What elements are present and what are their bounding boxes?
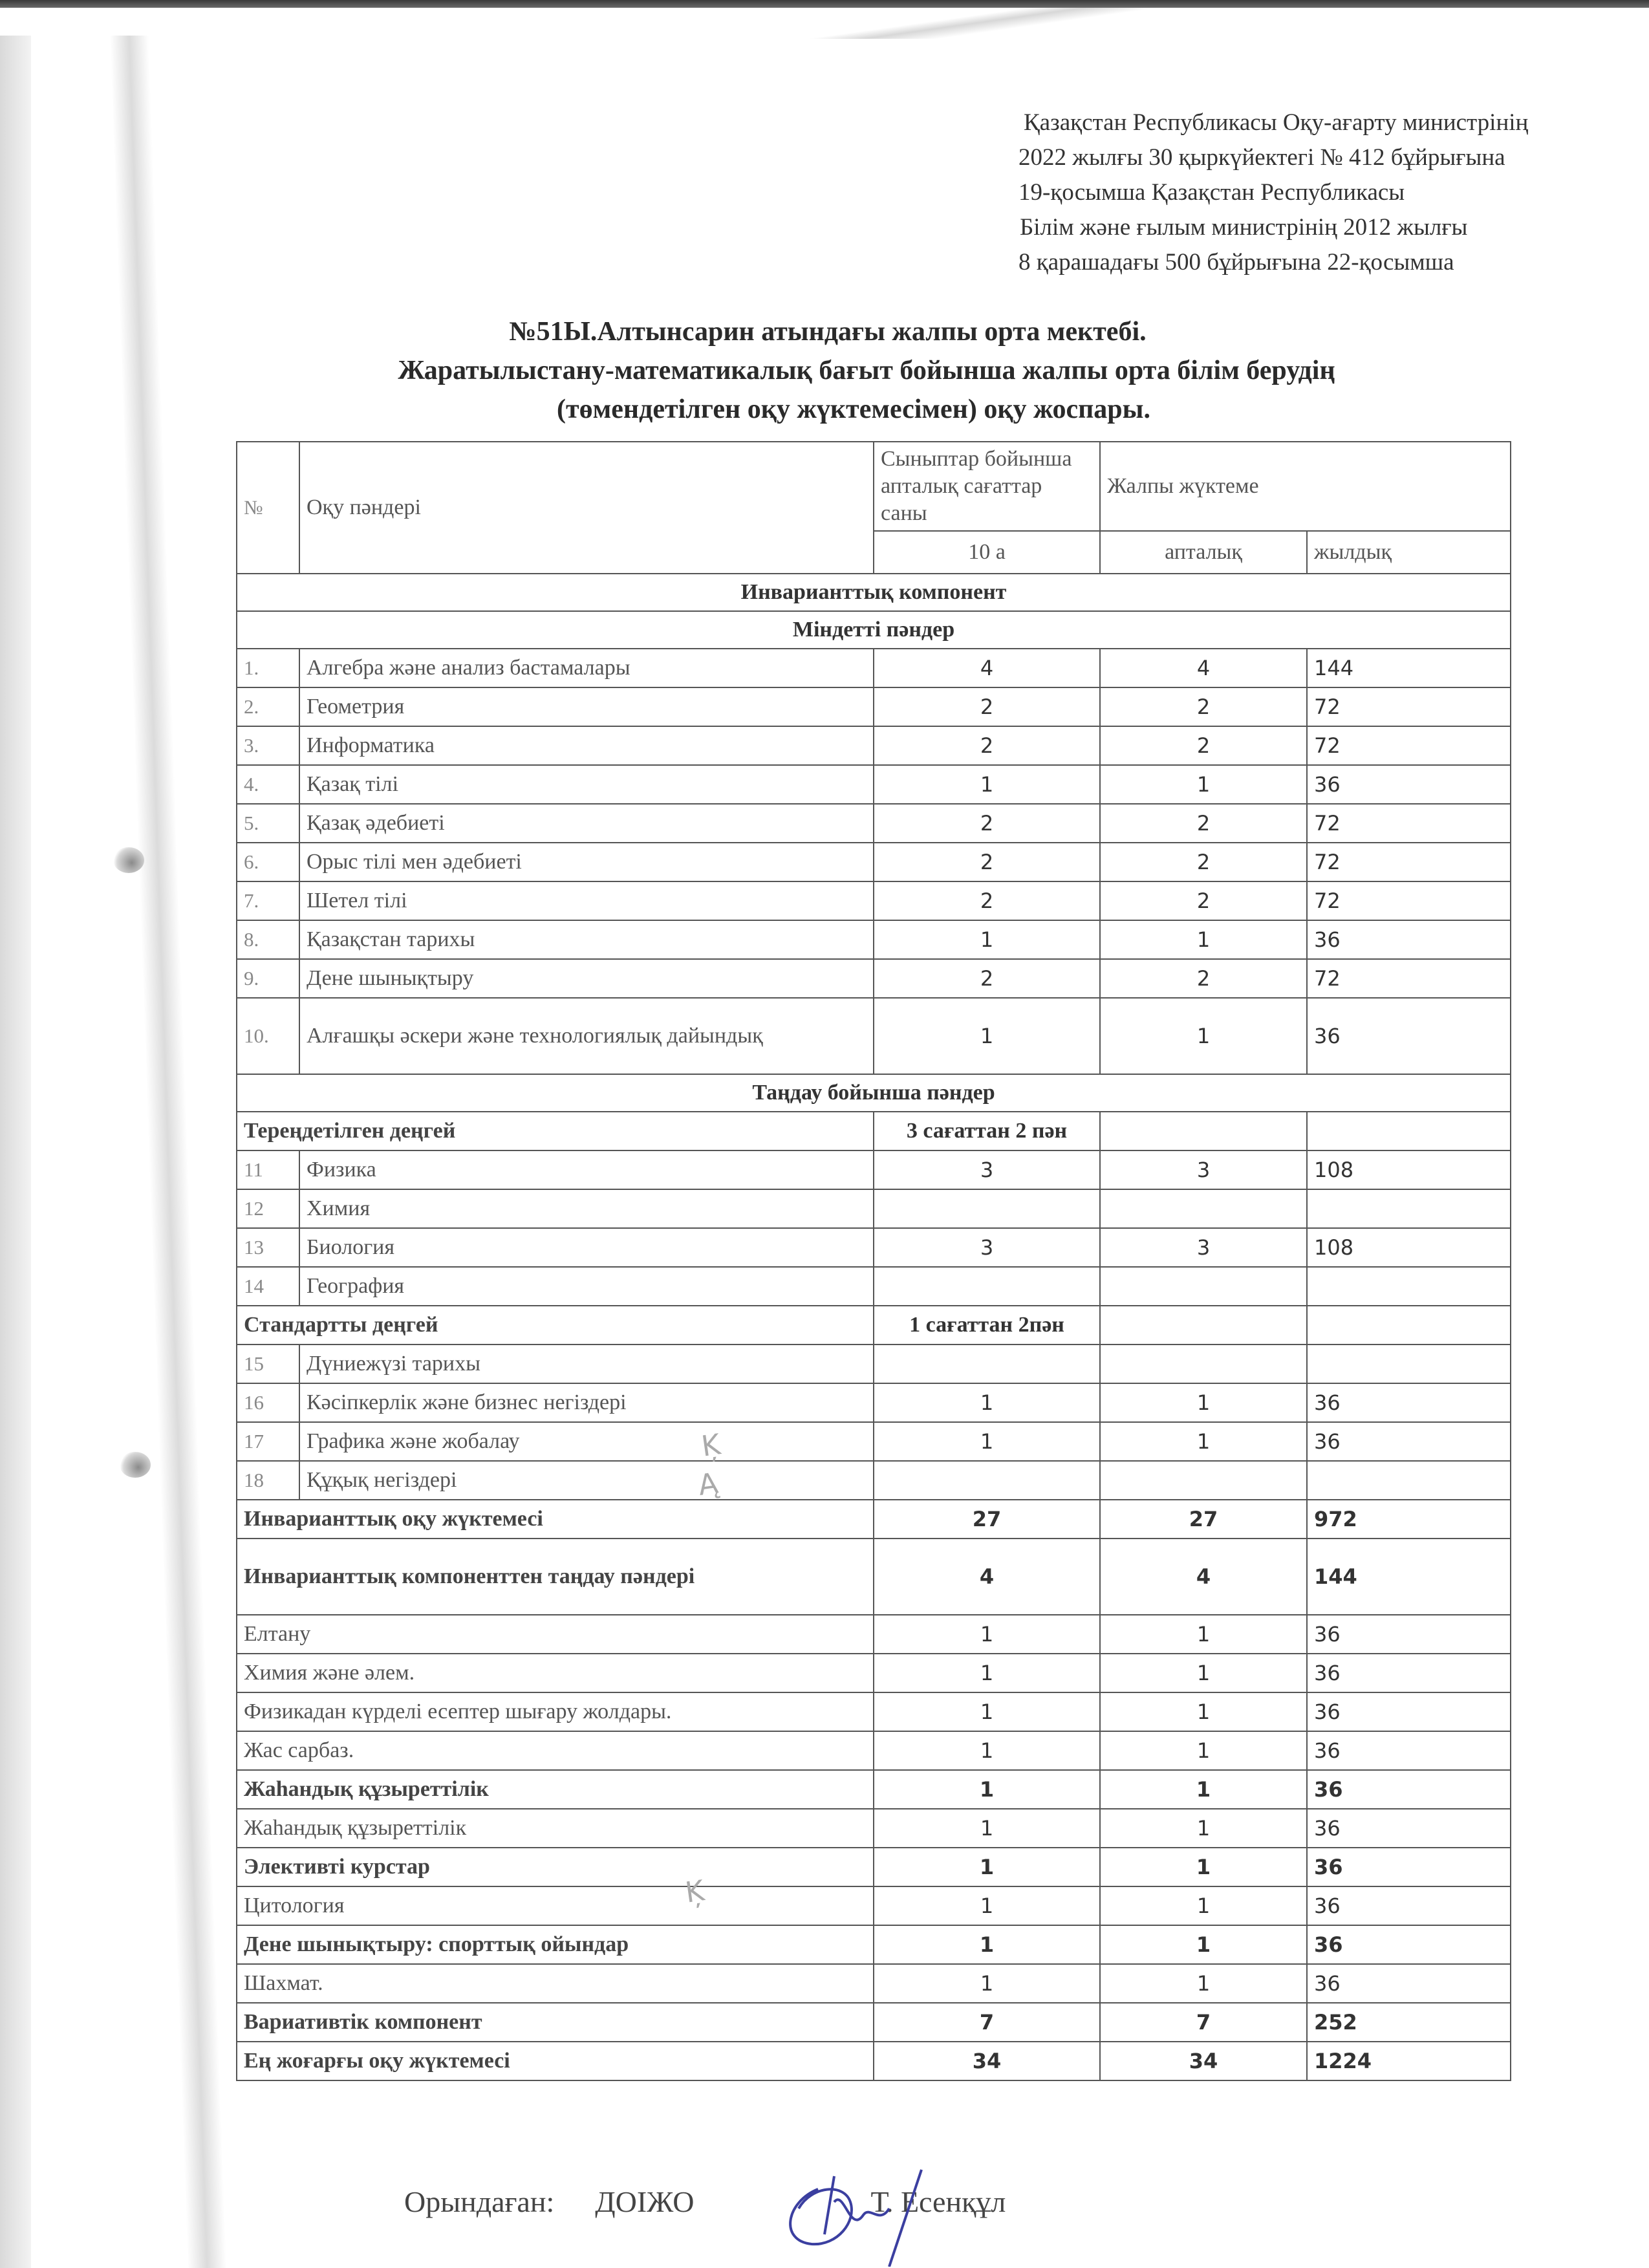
ministry-reference-line: 2022 жылғы 30 қыркүйектегі № 412 бұйрығына bbox=[1018, 144, 1505, 171]
row-subject: Кәсіпкерлік және бизнес негіздері bbox=[299, 1383, 874, 1422]
row-annual-hours: 36 bbox=[1307, 920, 1511, 959]
advanced-level-row bbox=[237, 1112, 1511, 1150]
summary-annual-hours: 144 bbox=[1307, 1539, 1511, 1615]
table-row bbox=[237, 804, 1511, 843]
row-class-10a-hours: 1 bbox=[874, 1422, 1100, 1461]
summary-class-10a-hours: 1 bbox=[874, 1731, 1100, 1770]
summary-annual-hours: 36 bbox=[1307, 1731, 1511, 1770]
row-number: 5. bbox=[237, 804, 299, 843]
row-weekly-hours: 2 bbox=[1100, 804, 1307, 843]
summary-weekly-hours: 1 bbox=[1100, 1692, 1307, 1731]
summary-class-10a-hours: 1 bbox=[874, 1848, 1100, 1886]
plan-subtitle: (төмендетілген оқу жүктемесімен) оқу жоспары. bbox=[557, 394, 1150, 424]
row-weekly-hours bbox=[1100, 1461, 1307, 1500]
punch-hole bbox=[113, 847, 144, 873]
ministry-reference-line: Қазақстан Республикасы Оқу-ағарту министрінің bbox=[1024, 109, 1529, 136]
summary-weekly-hours: 1 bbox=[1100, 1925, 1307, 1964]
header-annual: жылдық bbox=[1307, 531, 1511, 574]
summary-row bbox=[237, 1692, 1511, 1731]
row-weekly-hours: 2 bbox=[1100, 726, 1307, 765]
summary-class-10a-hours: 1 bbox=[874, 1615, 1100, 1654]
summary-row bbox=[237, 2003, 1511, 2042]
row-subject: Алғашқы әскери және технологиялық дайындық bbox=[299, 998, 874, 1074]
row-weekly-hours: 1 bbox=[1100, 1422, 1307, 1461]
summary-subject: Жас сарбаз. bbox=[237, 1731, 874, 1770]
summary-weekly-hours: 1 bbox=[1100, 1964, 1307, 2003]
empty-cell bbox=[1100, 1306, 1307, 1345]
summary-annual-hours: 36 bbox=[1307, 1809, 1511, 1848]
summary-annual-hours: 36 bbox=[1307, 1848, 1511, 1886]
summary-row bbox=[237, 1731, 1511, 1770]
summary-subject: Елтану bbox=[237, 1615, 874, 1654]
punch-hole bbox=[120, 1452, 151, 1478]
summary-weekly-hours: 1 bbox=[1100, 1886, 1307, 1925]
summary-subject: Вариативтік компонент bbox=[237, 2003, 874, 2042]
table-row bbox=[237, 726, 1511, 765]
summary-annual-hours: 252 bbox=[1307, 2003, 1511, 2042]
summary-subject: Ең жоғарғы оқу жүктемесі bbox=[237, 2042, 874, 2080]
summary-row bbox=[237, 1770, 1511, 1809]
row-weekly-hours: 2 bbox=[1100, 959, 1307, 998]
summary-subject: Химия және әлем. bbox=[237, 1654, 874, 1692]
summary-annual-hours: 36 bbox=[1307, 1654, 1511, 1692]
row-subject: Орыс тілі мен әдебиеті bbox=[299, 843, 874, 881]
summary-class-10a-hours: 27 bbox=[874, 1500, 1100, 1539]
summary-weekly-hours: 1 bbox=[1100, 1731, 1307, 1770]
row-number: 18 bbox=[237, 1461, 299, 1500]
row-subject: Құқық негіздері bbox=[299, 1461, 874, 1500]
summary-row bbox=[237, 1964, 1511, 2003]
row-class-10a-hours bbox=[874, 1267, 1100, 1306]
level-label: Тереңдетілген деңгей bbox=[237, 1112, 874, 1150]
summary-class-10a-hours: 1 bbox=[874, 1770, 1100, 1809]
row-class-10a-hours: 1 bbox=[874, 920, 1100, 959]
summary-class-10a-hours: 1 bbox=[874, 1886, 1100, 1925]
summary-row bbox=[237, 1925, 1511, 1964]
row-weekly-hours: 1 bbox=[1100, 1383, 1307, 1422]
row-annual-hours: 108 bbox=[1307, 1228, 1511, 1267]
row-annual-hours: 72 bbox=[1307, 959, 1511, 998]
row-annual-hours: 72 bbox=[1307, 804, 1511, 843]
empty-cell bbox=[1307, 1112, 1511, 1150]
footer-position: ДОІЖО bbox=[595, 2185, 695, 2218]
row-annual-hours: 36 bbox=[1307, 998, 1511, 1074]
row-class-10a-hours: 4 bbox=[874, 649, 1100, 687]
table-row bbox=[237, 920, 1511, 959]
row-annual-hours bbox=[1307, 1345, 1511, 1383]
row-class-10a-hours: 1 bbox=[874, 998, 1100, 1074]
summary-row bbox=[237, 2042, 1511, 2080]
plan-direction: Жаратылыстану-математикалық бағыт бойынша жалпы орта білім берудің bbox=[398, 356, 1335, 385]
row-subject: Физика bbox=[299, 1150, 874, 1189]
row-weekly-hours bbox=[1100, 1267, 1307, 1306]
row-weekly-hours: 3 bbox=[1100, 1150, 1307, 1189]
standard-level-row bbox=[237, 1306, 1511, 1345]
row-class-10a-hours: 2 bbox=[874, 959, 1100, 998]
section-mandatory: Міндетті пәндер bbox=[237, 611, 1511, 649]
summary-subject: Инварианттық оқу жүктемесі bbox=[237, 1500, 874, 1539]
summary-weekly-hours: 1 bbox=[1100, 1809, 1307, 1848]
summary-row bbox=[237, 1809, 1511, 1848]
scan-crease bbox=[110, 36, 227, 2268]
row-subject: Қазақстан тарихы bbox=[299, 920, 874, 959]
row-class-10a-hours: 2 bbox=[874, 726, 1100, 765]
row-number: 14 bbox=[237, 1267, 299, 1306]
row-weekly-hours: 4 bbox=[1100, 649, 1307, 687]
section-elective: Таңдау бойынша пәндер bbox=[237, 1074, 1511, 1112]
header-number: № bbox=[237, 442, 299, 574]
summary-subject: Инварианттық компоненттен таңдау пәндері bbox=[237, 1539, 874, 1615]
handwritten-mark: Ķ bbox=[699, 1428, 723, 1463]
row-annual-hours bbox=[1307, 1461, 1511, 1500]
document-title bbox=[246, 312, 1487, 429]
table-row bbox=[237, 687, 1511, 726]
row-number: 7. bbox=[237, 881, 299, 920]
summary-row bbox=[237, 1848, 1511, 1886]
section-invariant: Инварианттық компонент bbox=[237, 574, 1511, 611]
row-subject: Қазақ тілі bbox=[299, 765, 874, 804]
header-class-10a: 10 а bbox=[874, 531, 1100, 574]
row-subject: Дүниежүзі тарихы bbox=[299, 1345, 874, 1383]
summary-annual-hours: 36 bbox=[1307, 1964, 1511, 2003]
table-row bbox=[237, 959, 1511, 998]
row-number: 13 bbox=[237, 1228, 299, 1267]
level-rule: 1 сағаттан 2пән bbox=[874, 1306, 1100, 1345]
ministry-reference bbox=[1018, 105, 1606, 280]
summary-subject: Физикадан күрделі есептер шығару жолдары. bbox=[237, 1692, 874, 1731]
level-rule: 3 сағаттан 2 пән bbox=[874, 1112, 1100, 1150]
row-class-10a-hours bbox=[874, 1345, 1100, 1383]
section-row bbox=[237, 611, 1511, 649]
ministry-reference-line: 19-қосымша Қазақстан Республикасы bbox=[1018, 179, 1405, 206]
summary-subject: Шахмат. bbox=[237, 1964, 874, 2003]
table-row bbox=[237, 843, 1511, 881]
row-annual-hours: 36 bbox=[1307, 765, 1511, 804]
row-number: 2. bbox=[237, 687, 299, 726]
row-class-10a-hours bbox=[874, 1461, 1100, 1500]
row-number: 3. bbox=[237, 726, 299, 765]
summary-annual-hours: 36 bbox=[1307, 1925, 1511, 1964]
row-weekly-hours bbox=[1100, 1189, 1307, 1228]
row-number: 10. bbox=[237, 998, 299, 1074]
row-subject: Қазақ әдебиеті bbox=[299, 804, 874, 843]
handwritten-mark: Ķ bbox=[683, 1874, 707, 1910]
summary-class-10a-hours: 34 bbox=[874, 2042, 1100, 2080]
summary-weekly-hours: 1 bbox=[1100, 1615, 1307, 1654]
summary-subject: Жаһандық құзыреттілік bbox=[237, 1809, 874, 1848]
ministry-reference-line: Білім және ғылым министрінің 2012 жылғы bbox=[1020, 214, 1468, 241]
row-number: 12 bbox=[237, 1189, 299, 1228]
table-row bbox=[237, 998, 1511, 1074]
curriculum-table bbox=[236, 441, 1511, 2081]
header-subjects: Оқу пәндері bbox=[299, 442, 874, 574]
summary-subject: Цитология bbox=[237, 1886, 874, 1925]
table-row bbox=[237, 1150, 1511, 1189]
table-row bbox=[237, 765, 1511, 804]
summary-weekly-hours: 27 bbox=[1100, 1500, 1307, 1539]
table-row bbox=[237, 1189, 1511, 1228]
summary-class-10a-hours: 1 bbox=[874, 1692, 1100, 1731]
row-weekly-hours: 1 bbox=[1100, 765, 1307, 804]
row-subject: Информатика bbox=[299, 726, 874, 765]
row-number: 11 bbox=[237, 1150, 299, 1189]
summary-row bbox=[237, 1500, 1511, 1539]
header-weekly: апталық bbox=[1100, 531, 1307, 574]
row-weekly-hours: 1 bbox=[1100, 920, 1307, 959]
summary-weekly-hours: 1 bbox=[1100, 1770, 1307, 1809]
summary-row bbox=[237, 1615, 1511, 1654]
summary-class-10a-hours: 4 bbox=[874, 1539, 1100, 1615]
row-class-10a-hours: 2 bbox=[874, 843, 1100, 881]
row-weekly-hours bbox=[1100, 1345, 1307, 1383]
row-subject: Геометрия bbox=[299, 687, 874, 726]
row-weekly-hours: 1 bbox=[1100, 998, 1307, 1074]
summary-subject: Элективті курстар bbox=[237, 1848, 874, 1886]
row-number: 16 bbox=[237, 1383, 299, 1422]
row-weekly-hours: 2 bbox=[1100, 687, 1307, 726]
table-row bbox=[237, 649, 1511, 687]
table-row bbox=[237, 1461, 1511, 1500]
summary-annual-hours: 36 bbox=[1307, 1615, 1511, 1654]
header-weekly-hours: Сыныптар бойынша апталық сағаттар саны bbox=[874, 442, 1100, 531]
summary-class-10a-hours: 1 bbox=[874, 1654, 1100, 1692]
row-number: 1. bbox=[237, 649, 299, 687]
row-annual-hours: 72 bbox=[1307, 881, 1511, 920]
table-row bbox=[237, 1267, 1511, 1306]
row-annual-hours: 36 bbox=[1307, 1383, 1511, 1422]
summary-weekly-hours: 1 bbox=[1100, 1654, 1307, 1692]
summary-class-10a-hours: 1 bbox=[874, 1809, 1100, 1848]
summary-annual-hours: 36 bbox=[1307, 1886, 1511, 1925]
footer-name: Т. Есенқұл bbox=[870, 2185, 1006, 2218]
row-class-10a-hours: 2 bbox=[874, 687, 1100, 726]
row-number: 6. bbox=[237, 843, 299, 881]
row-class-10a-hours: 2 bbox=[874, 881, 1100, 920]
row-number: 4. bbox=[237, 765, 299, 804]
table-row bbox=[237, 1345, 1511, 1383]
summary-annual-hours: 972 bbox=[1307, 1500, 1511, 1539]
summary-annual-hours: 36 bbox=[1307, 1770, 1511, 1809]
row-number: 9. bbox=[237, 959, 299, 998]
summary-subject: Жаһандық құзыреттілік bbox=[237, 1770, 874, 1809]
summary-subject: Дене шынықтыру: спорттық ойындар bbox=[237, 1925, 874, 1964]
row-subject: Химия bbox=[299, 1189, 874, 1228]
level-label: Стандартты деңгей bbox=[237, 1306, 874, 1345]
row-weekly-hours: 2 bbox=[1100, 881, 1307, 920]
row-subject: Алгебра және анализ бастамалары bbox=[299, 649, 874, 687]
header-total-load: Жалпы жүктеме bbox=[1100, 442, 1511, 531]
summary-class-10a-hours: 7 bbox=[874, 2003, 1100, 2042]
row-class-10a-hours: 1 bbox=[874, 765, 1100, 804]
summary-class-10a-hours: 1 bbox=[874, 1964, 1100, 2003]
ministry-reference-line: 8 қарашадағы 500 бұйрығына 22-қосымша bbox=[1018, 249, 1454, 275]
signature-icon bbox=[773, 2163, 941, 2267]
handwritten-mark: Ą bbox=[696, 1467, 720, 1502]
table-header-row bbox=[237, 442, 1511, 531]
summary-row bbox=[237, 1539, 1511, 1615]
row-annual-hours: 36 bbox=[1307, 1422, 1511, 1461]
summary-row bbox=[237, 1654, 1511, 1692]
table-row bbox=[237, 881, 1511, 920]
row-number: 17 bbox=[237, 1422, 299, 1461]
table-row bbox=[237, 1228, 1511, 1267]
section-row bbox=[237, 1074, 1511, 1112]
row-annual-hours: 144 bbox=[1307, 649, 1511, 687]
summary-weekly-hours: 4 bbox=[1100, 1539, 1307, 1615]
row-class-10a-hours: 1 bbox=[874, 1383, 1100, 1422]
summary-weekly-hours: 1 bbox=[1100, 1848, 1307, 1886]
empty-cell bbox=[1307, 1306, 1511, 1345]
row-number: 15 bbox=[237, 1345, 299, 1383]
row-subject: Дене шынықтыру bbox=[299, 959, 874, 998]
row-class-10a-hours: 2 bbox=[874, 804, 1100, 843]
scan-edge-left bbox=[0, 36, 31, 2268]
row-class-10a-hours: 3 bbox=[874, 1228, 1100, 1267]
row-class-10a-hours: 3 bbox=[874, 1150, 1100, 1189]
row-weekly-hours: 2 bbox=[1100, 843, 1307, 881]
row-annual-hours: 72 bbox=[1307, 687, 1511, 726]
summary-annual-hours: 1224 bbox=[1307, 2042, 1511, 2080]
empty-cell bbox=[1100, 1112, 1307, 1150]
row-class-10a-hours bbox=[874, 1189, 1100, 1228]
summary-weekly-hours: 7 bbox=[1100, 2003, 1307, 2042]
row-subject: Шетел тілі bbox=[299, 881, 874, 920]
row-subject: Графика және жобалау bbox=[299, 1422, 874, 1461]
footer-label: Орындаған: bbox=[404, 2185, 555, 2218]
row-subject: География bbox=[299, 1267, 874, 1306]
section-row bbox=[237, 574, 1511, 611]
row-annual-hours bbox=[1307, 1267, 1511, 1306]
row-annual-hours: 72 bbox=[1307, 726, 1511, 765]
summary-annual-hours: 36 bbox=[1307, 1692, 1511, 1731]
school-name: №51Ы.Алтынсарин атындағы жалпы орта мектебі. bbox=[509, 317, 1147, 347]
table-row bbox=[237, 1383, 1511, 1422]
row-subject: Биология bbox=[299, 1228, 874, 1267]
summary-row bbox=[237, 1886, 1511, 1925]
row-annual-hours: 108 bbox=[1307, 1150, 1511, 1189]
row-weekly-hours: 3 bbox=[1100, 1228, 1307, 1267]
summary-class-10a-hours: 1 bbox=[874, 1925, 1100, 1964]
summary-weekly-hours: 34 bbox=[1100, 2042, 1307, 2080]
scan-edge-top bbox=[0, 0, 1649, 8]
scan-fold-shadow bbox=[0, 8, 1649, 39]
table-row bbox=[237, 1422, 1511, 1461]
row-annual-hours: 72 bbox=[1307, 843, 1511, 881]
row-annual-hours bbox=[1307, 1189, 1511, 1228]
row-number: 8. bbox=[237, 920, 299, 959]
